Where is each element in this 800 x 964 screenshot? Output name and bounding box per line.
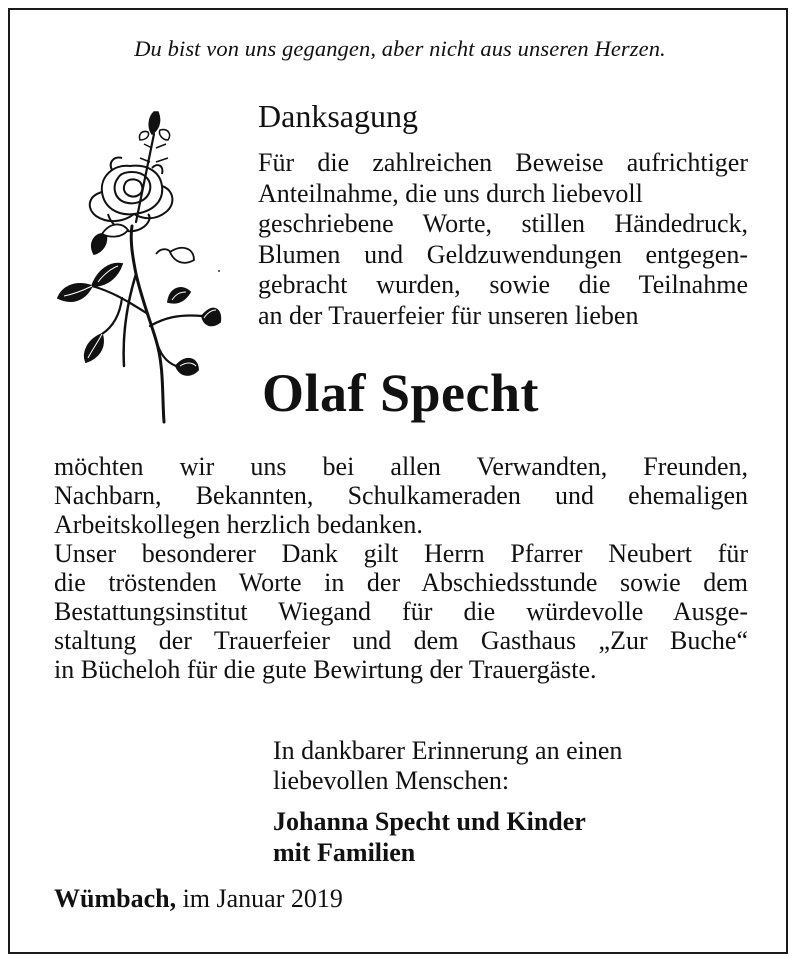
signer-line: Johanna Specht und Kinder xyxy=(273,807,586,836)
intro-line: an der Trauerfeier für unseren lieben xyxy=(258,300,639,330)
intro-paragraph xyxy=(258,148,748,331)
heading: Danksagung xyxy=(258,98,418,134)
date: im Januar 2019 xyxy=(176,884,343,913)
place-date xyxy=(54,884,343,914)
motto: Du bist von uns gegangen, aber nicht aus unseren Herzen. xyxy=(134,36,666,61)
closing-text xyxy=(273,736,622,796)
intro-line: Anteilnahme, die uns durch liebevoll xyxy=(258,178,643,208)
signers xyxy=(273,806,586,868)
speck xyxy=(218,270,220,272)
closing-line: In dankbarer Erinnerung an einen xyxy=(273,736,623,765)
body-paragraph xyxy=(54,452,748,684)
deceased-name: Olaf Specht xyxy=(262,363,540,423)
closing-line: liebevollen Menschen: xyxy=(273,766,510,795)
body-line: Arbeitskollegen herzlich bedanken. xyxy=(54,510,423,539)
place: Wümbach, xyxy=(54,884,177,913)
signer-line: mit Familien xyxy=(273,838,416,867)
intro-line: gebracht wurden, sowie die Teilnahme xyxy=(258,270,748,299)
intro-line: geschriebene Worte, stillen Händedruck, xyxy=(258,209,748,238)
body-line: in Bücheloh für die gute Bewirtung der Trauergäste. xyxy=(54,655,597,684)
body-line: staltung der Trauerfeier und dem Gasthaus „Zur Buche“ xyxy=(54,626,748,655)
rose-icon xyxy=(52,104,222,424)
intro-line: Blumen und Geldzuwendungen entgegen- xyxy=(258,239,748,269)
body-line: Unser besonderer Dank gilt Herrn Pfarrer Neubert für xyxy=(54,539,748,568)
body-line: Nachbarn, Bekannten, Schulkameraden und ehemaligen xyxy=(54,481,748,510)
body-line: Bestattungsinstitut Wiegand für die würdevolle Ausge- xyxy=(54,597,748,626)
body-line: die tröstenden Worte in der Abschiedsstunde sowie dem xyxy=(54,568,748,597)
body-line: möchten wir uns bei allen Verwandten, Freunden, xyxy=(54,452,748,481)
intro-line: Für die zahlreichen Beweise aufrichtiger xyxy=(258,148,748,177)
